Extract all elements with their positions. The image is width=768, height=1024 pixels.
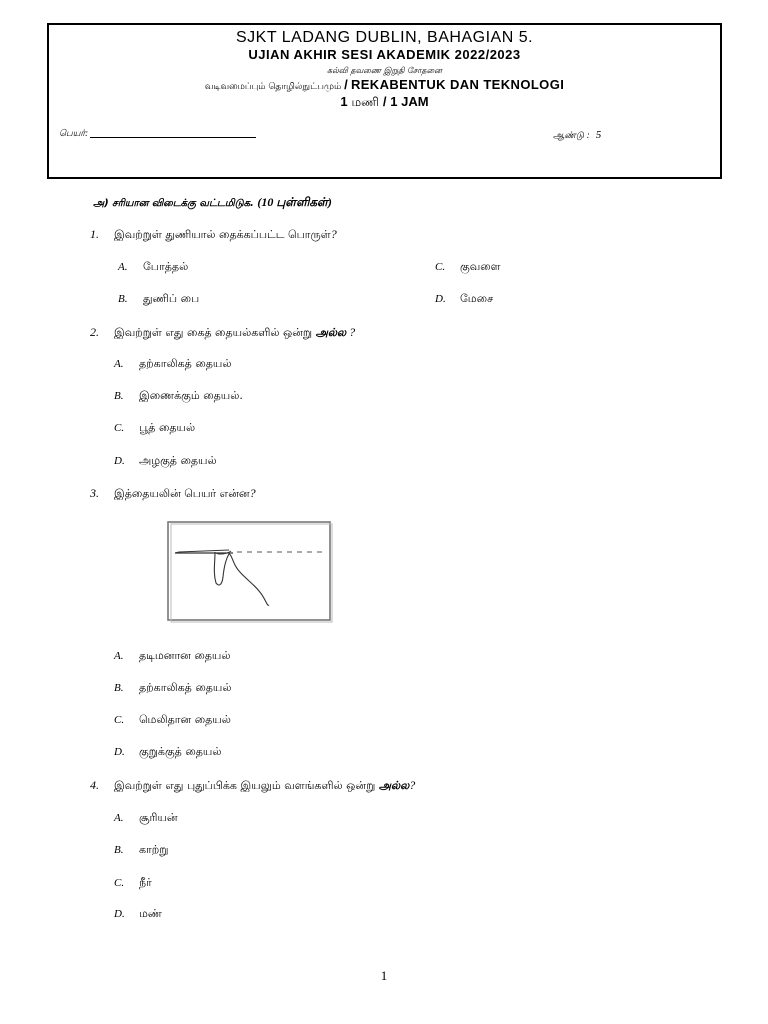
option-letter: B. xyxy=(114,682,124,694)
option-text: அழகுத் தையல் xyxy=(139,454,217,467)
option-text: துணிப் பை xyxy=(143,292,200,305)
duration-hours: 1 xyxy=(340,94,348,109)
option-letter: B. xyxy=(114,390,124,402)
option-1b[interactable] xyxy=(118,292,199,307)
section-title xyxy=(93,195,332,211)
question-mark: ? xyxy=(249,486,256,500)
option-letter: B. xyxy=(114,844,124,856)
option-text: நீர் xyxy=(139,876,152,889)
subject-name: REKABENTUK DAN TEKNOLOGI xyxy=(350,77,565,92)
option-3d[interactable] xyxy=(114,745,221,760)
option-letter: C. xyxy=(114,714,125,726)
option-4b[interactable] xyxy=(114,843,168,858)
option-text: போத்தல் xyxy=(143,260,189,273)
year-field xyxy=(553,129,601,142)
question-number: 2. xyxy=(90,325,99,339)
question-text: இவற்றுள் எது புதுப்பிக்க இயலும் வளங்களில் ஒன்று xyxy=(114,779,376,792)
question-text: இத்தையலின் பெயர் என்ன xyxy=(114,487,250,500)
option-text: குவளை xyxy=(460,260,501,273)
subject-separator: / xyxy=(344,77,349,92)
option-letter: B. xyxy=(118,293,128,305)
question-negation: அல்ல xyxy=(378,779,410,792)
option-text: இணைக்கும் தையல். xyxy=(139,389,243,402)
option-letter: D. xyxy=(435,293,446,305)
option-4a[interactable] xyxy=(114,811,178,826)
duration-line xyxy=(49,94,720,111)
section-points: (10 புள்ளிகள்) xyxy=(257,195,332,209)
question-text: இவற்றுள் எது கைத் தையல்களில் ஒன்று xyxy=(114,326,313,339)
exam-header xyxy=(47,23,722,179)
option-text: மண் xyxy=(139,907,162,920)
page-number: 1 xyxy=(380,968,388,983)
question-text: இவற்றுள் துணியால் தைக்கப்பட்ட பொருள் xyxy=(114,228,331,241)
option-text: மெலிதான தையல் xyxy=(139,713,231,726)
question-mark: ? xyxy=(409,778,416,792)
option-text: குறுக்குத் தையல் xyxy=(139,745,222,758)
section-instruction: அ) சரியான விடைக்கு வட்டமிடுக. xyxy=(93,198,254,209)
stitch-illustration-icon xyxy=(167,521,333,623)
subject-tamil: வடிவமைப்பும் தொழில்நுட்பமும் xyxy=(204,82,342,92)
question-number: 3. xyxy=(90,486,99,500)
duration-separator: / xyxy=(382,94,387,109)
option-text: தற்காலிகத் தையல் xyxy=(139,357,232,370)
year-value: 5 xyxy=(595,129,602,141)
option-letter: A. xyxy=(114,358,124,370)
option-3c[interactable] xyxy=(114,713,231,728)
name-label: பெயர்: xyxy=(59,129,89,139)
option-text: சூரியன் xyxy=(139,811,178,824)
question-4 xyxy=(90,778,415,794)
option-text: தற்காலிகத் தையல் xyxy=(139,681,232,694)
option-1d[interactable] xyxy=(435,292,493,307)
question-number: 4. xyxy=(90,778,99,792)
option-2d[interactable] xyxy=(114,454,217,469)
exam-title-tamil: கல்வி தவணை இறுதி சோதனை xyxy=(327,66,442,75)
option-letter: D. xyxy=(114,746,125,758)
option-text: மேசை xyxy=(460,292,494,305)
option-letter: C. xyxy=(114,422,125,434)
question-3 xyxy=(90,486,256,502)
option-text: பூத் தையல் xyxy=(139,421,196,434)
option-letter: A. xyxy=(114,812,124,824)
option-1c[interactable] xyxy=(435,260,501,275)
option-2c[interactable] xyxy=(114,421,195,436)
option-letter: D. xyxy=(114,908,125,920)
exam-title: UJIAN AKHIR SESI AKADEMIK 2022/2023 xyxy=(248,47,521,62)
option-2b[interactable] xyxy=(114,389,243,404)
question-mark: ? xyxy=(330,227,337,241)
option-text: தடிமனான தையல் xyxy=(139,649,231,662)
option-letter: C. xyxy=(435,261,446,273)
option-2a[interactable] xyxy=(114,357,231,372)
option-4d[interactable] xyxy=(114,907,162,922)
name-blank-line[interactable] xyxy=(90,137,256,138)
option-letter: C. xyxy=(114,877,125,889)
option-3a[interactable] xyxy=(114,649,231,664)
question-negation: அல்ல xyxy=(315,326,347,339)
question-2 xyxy=(90,325,355,341)
option-letter: A. xyxy=(114,650,124,662)
year-label: ஆண்டு : xyxy=(553,131,590,141)
question-1 xyxy=(90,227,337,243)
question-number: 1. xyxy=(90,227,99,241)
duration-malay: 1 JAM xyxy=(390,94,429,109)
option-letter: D. xyxy=(114,455,125,467)
school-name: SJKT LADANG DUBLIN, BAHAGIAN 5. xyxy=(235,29,534,46)
question-mark: ? xyxy=(346,325,356,339)
option-4c[interactable] xyxy=(114,876,152,891)
duration-tamil: மணி xyxy=(351,95,379,109)
name-field xyxy=(59,129,256,140)
option-text: காற்று xyxy=(139,843,169,856)
option-letter: A. xyxy=(118,261,128,273)
option-1a[interactable] xyxy=(118,260,188,275)
subject-line xyxy=(49,77,720,93)
option-3b[interactable] xyxy=(114,681,231,696)
